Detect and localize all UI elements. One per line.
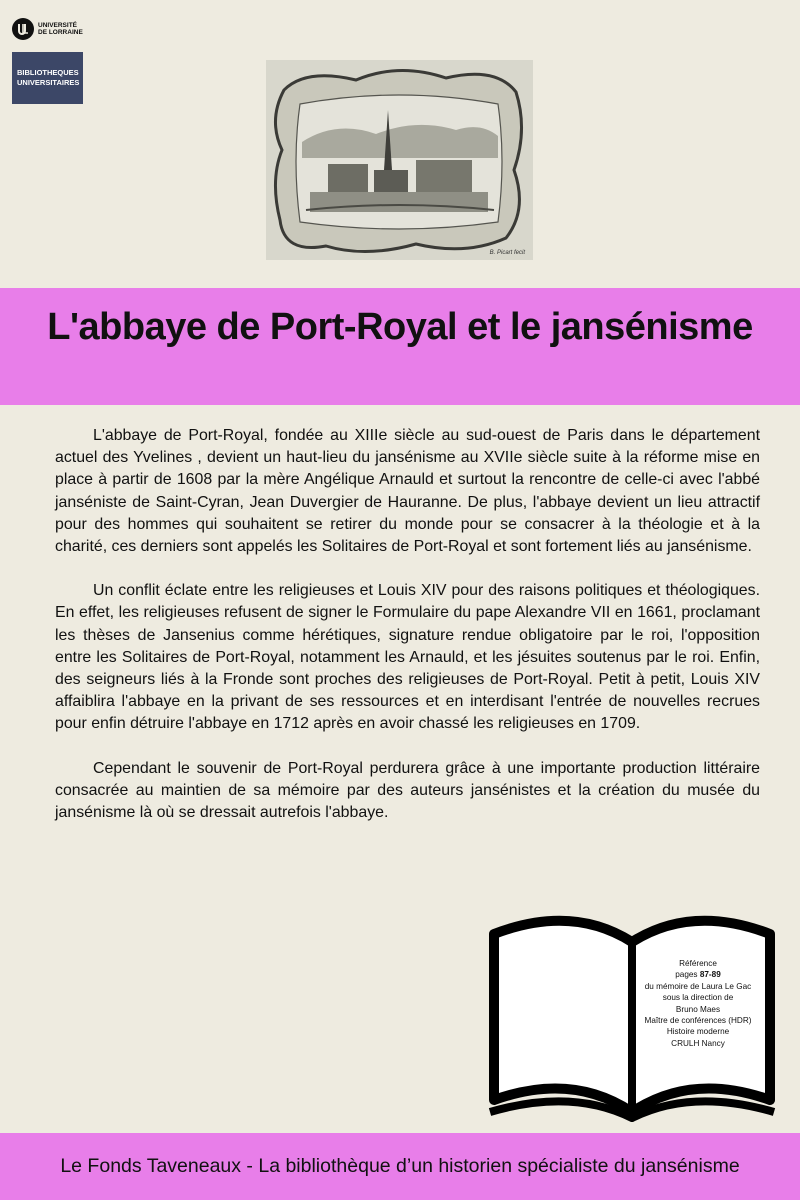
footer-text: Le Fonds Taveneaux - La bibliothèque d’un historien spécialiste du jansénisme	[60, 1155, 740, 1177]
reference-line-supervisor: Bruno Maes	[675, 1004, 721, 1014]
university-name-line2: DE LORRAINE	[38, 29, 83, 36]
reference-line-direction: sous la direction de	[662, 993, 734, 1003]
reference-line-thesis: du mémoire de Laura Le Gac	[644, 981, 752, 991]
title-banner	[0, 288, 800, 405]
reference-line-field: Histoire moderne	[666, 1027, 730, 1037]
reference-line-title: Maître de conférences (HDR)	[644, 1016, 752, 1026]
page-title: L'abbaye de Port-Royal et le jansénisme	[47, 306, 753, 348]
university-name-line1: UNIVERSITÉ	[38, 22, 78, 29]
library-name-line2: UNIVERSITAIRES	[17, 78, 80, 87]
reference-line-lab: CRULH Nancy	[671, 1038, 725, 1048]
library-logo	[12, 52, 83, 104]
reference-heading: Référence	[679, 959, 717, 968]
university-logo	[12, 18, 83, 40]
library-name-line1: BIBLIOTHEQUES	[17, 68, 79, 77]
reference-pages: pages 87-89	[675, 970, 721, 980]
reference-pages-value: 87-89	[699, 970, 721, 980]
paragraph-1: L'abbaye de Port-Royal, fondée au XIIIe siècle au sud-ouest de Paris dans le département actuel des Yvelines , devient un haut-lieu du jansénisme au XVIIe siècle suite à la réforme mise en place à partir de 1608 par la mère Angélique Arnauld et surtout la rencontre de celle-ci avec l'abbé janséniste de Saint-Cyran, Jean Duvergier de Hauranne. De plus, l'abbaye devient un lieu attractif pour des hommes qui souhaitent se retirer du monde pour se consacrer à la théologie et à la charité, ces derniers sont appelés les Solitaires de Port-Royal et sont fortement liés au jansénisme.	[55, 427, 760, 556]
footer-banner	[0, 1133, 800, 1200]
engraving-signature: B. Picart fecit	[489, 250, 525, 256]
reference-note	[632, 958, 764, 1049]
paragraph-2: Un conflit éclate entre les religieuses et Louis XIV pour des raisons politiques et théologiques. En effet, les religieuses refusent de signer le Formulaire du pape Alexandre VII en 1661, proclamant les thèses de Jansenius comme hérétiques, signature rendue obligatoire par le roi, l'opposition entre les Solitaires de Port-Royal, notamment les Arnauld, et les jésuites soutenus par le roi. Enfin, des seigneurs liés à la Fronde sont proches des religieuses de Port-Royal. Petit à petit, Louis XIV affaiblira l'abbaye en la privant de ses ressources et en interdisant l'entrée de nouvelles recrues pour enfin détruire l'abbaye en 1712 après en avoir chassé les religieuses en 1709.	[55, 582, 760, 733]
university-emblem-icon	[12, 18, 34, 40]
body-text	[55, 425, 760, 846]
paragraph-3: Cependant le souvenir de Port-Royal perdurera grâce à une importante production littéraire consacrée au maintien de sa mémoire par des auteurs jansénistes et la création du musée du jansénisme là où se dressait autrefois l'abbaye.	[55, 759, 760, 822]
abbey-engraving-image	[266, 60, 533, 260]
